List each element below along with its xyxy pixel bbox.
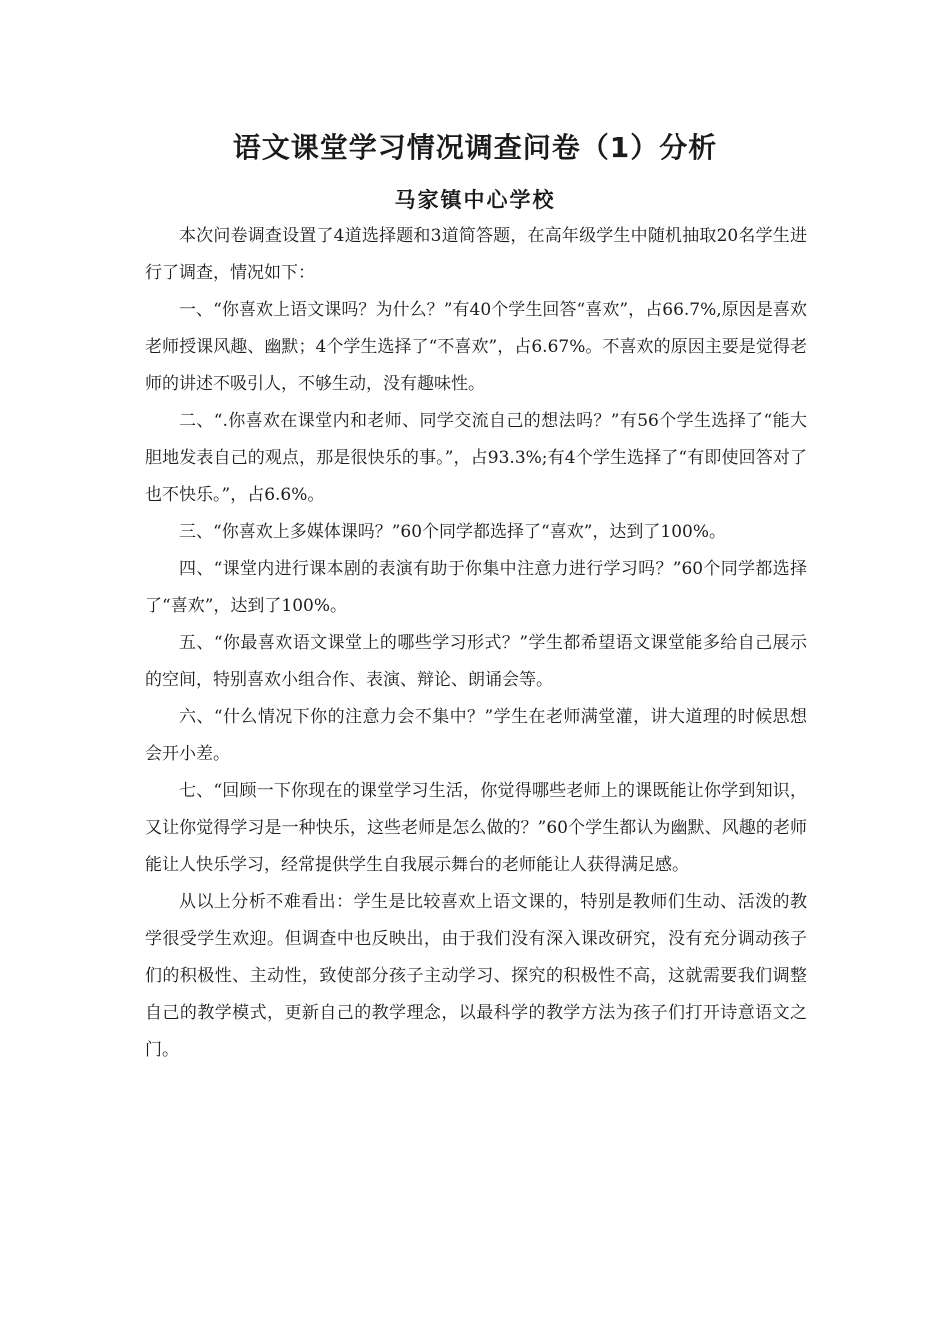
paragraph-q7: 七、“回顾一下你现在的课堂学习生活，你觉得哪些老师上的课既能让你学到知识，又让你觉得学习是一种快乐，这些老师是怎么做的？”60个学生都认为幽默、风趣的老师能让人快乐学习，经常提供学生自我展示舞台的老师能让人获得满足感。 [145, 781, 807, 875]
paragraph-q5: 五、“你最喜欢语文课堂上的哪些学习形式？”学生都希望语文课堂能多给自己展示的空间，特别喜欢小组合作、表演、辩论、朗诵会等。 [145, 633, 807, 690]
paragraph-conclusion: 从以上分析不难看出：学生是比较喜欢上语文课的，特别是教师们生动、活泼的教学很受学生欢迎。但调查中也反映出，由于我们没有深入课改研究，没有充分调动孩子们的积极性、主动性，致使部分孩子主动学习、探究的积极性不高，这就需要我们调整自己的教学模式，更新自己的教学理念，以最科学的教学方法为孩子们打开诗意语文之门。 [145, 892, 807, 1060]
document-subtitle: 马家镇中心学校 [394, 187, 556, 212]
document-body [145, 218, 807, 1069]
document-title: 语文课堂学习情况调查问卷（1）分析 [232, 131, 718, 164]
paragraph-q1: 一、“你喜欢上语文课吗？为什么？”有40个学生回答“喜欢”，占66.7%,原因是喜欢老师授课风趣、幽默；4个学生选择了“不喜欢”，占6.67%。不喜欢的原因主要是觉得老师的讲述不吸引人，不够生动，没有趣味性。 [145, 300, 807, 394]
paragraph-q4: 四、“课堂内进行课本剧的表演有助于你集中注意力进行学习吗？”60个同学都选择了“喜欢”，达到了100%。 [145, 559, 807, 616]
paragraph-q3: 三、“你喜欢上多媒体课吗？”60个同学都选择了“喜欢”，达到了100%。 [179, 522, 726, 542]
paragraph-q6: 六、“什么情况下你的注意力会不集中？”学生在老师满堂灌，讲大道理的时候思想会开小差。 [145, 707, 807, 764]
paragraph-q2: 二、“.你喜欢在课堂内和老师、同学交流自己的想法吗？”有56个学生选择了“能大胆地发表自己的观点，那是很快乐的事。”，占93.3%;有4个学生选择了“有即使回答对了也不快乐。”，占6.6%。 [145, 411, 807, 505]
paragraph-intro: 本次问卷调查设置了4道选择题和3道简答题，在高年级学生中随机抽取20名学生进行了调查，情况如下： [145, 226, 807, 283]
